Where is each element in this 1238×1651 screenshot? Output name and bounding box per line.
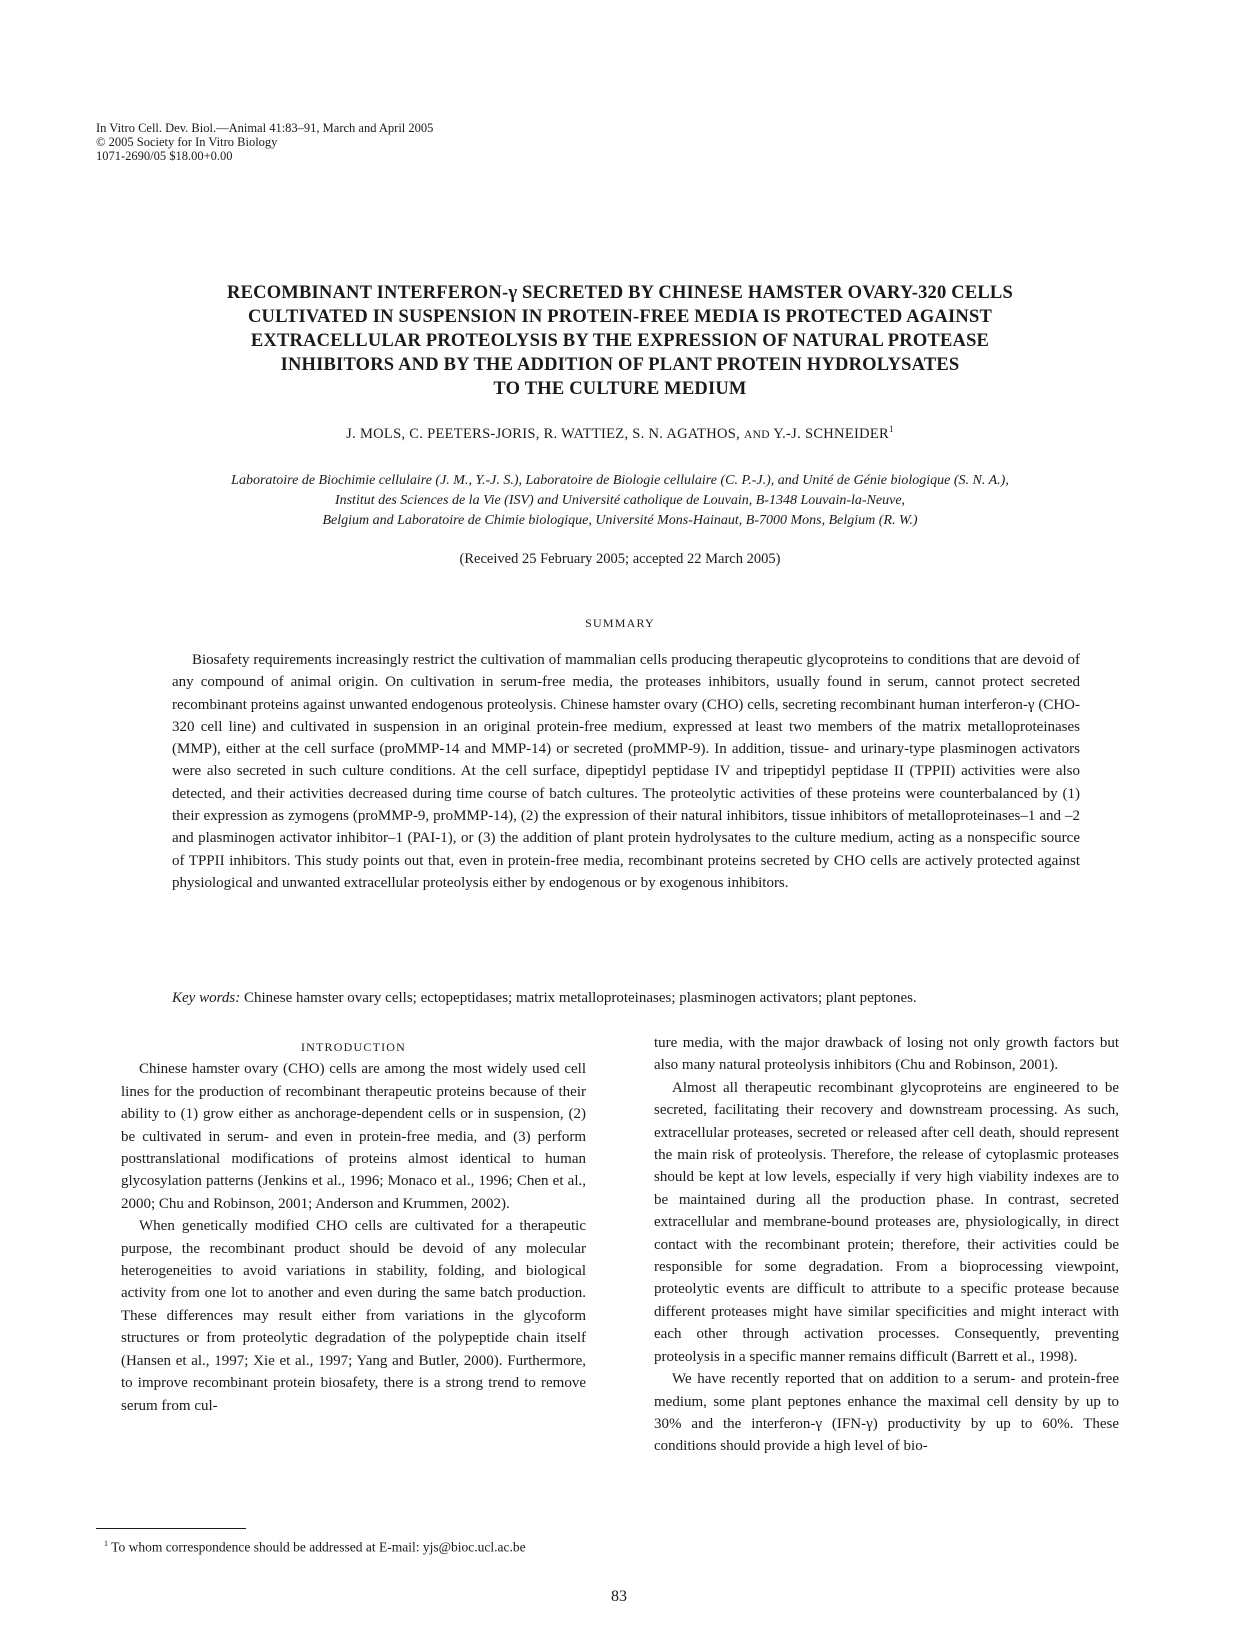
- title-line: RECOMBINANT INTERFERON-γ SECRETED BY CHINESE HAMSTER OVARY-320 CELLS: [227, 283, 1013, 303]
- keywords: [172, 987, 1080, 1009]
- keywords-label: Key words:: [172, 990, 241, 1006]
- author-and: AND: [743, 428, 770, 441]
- paragraph: ture media, with the major drawback of losing not only growth factors but also many natural proteolysis inhibitors (Chu and Robinson, 2001).: [654, 1035, 1119, 1074]
- author-names: J. MOLS, C. PEETERS-JORIS, R. WATTIEZ, S. N. AGATHOS,: [346, 425, 741, 442]
- paragraph: We have recently reported that on addition to a serum- and protein-free medium, some plant peptones enhance the maximal cell density by up to 30% and the interferon-γ (IFN-γ) productivity by up to 60%. These conditions should provide a high level of bio-: [654, 1371, 1119, 1455]
- summary-heading: SUMMARY: [585, 616, 655, 630]
- affiliation-line: Laboratoire de Biochimie cellulaire (J. M., Y.-J. S.), Laboratoire de Biologie cellulaire (C. P.-J.), and Unité de Génie biologique (S. N. A.),: [231, 473, 1009, 488]
- issn-line: 1071-2690/05 $18.00+0.00: [96, 149, 233, 163]
- article-title: [120, 281, 1120, 401]
- paragraph: Almost all therapeutic recombinant glycoproteins are engineered to be secreted, facilitating their recovery and downstream processing. As such, extracellular proteases, secreted or released after cell death, should represent the main risk of proteolysis. Therefore, the release of cytoplasmic proteases should be kept at low levels, especially if very high viability indexes are to be maintained during all the production phase. In contrast, secreted extracellular and membrane-bound proteases are, physiologically, in direct contact with the recombinant protein; therefore, their activities could be responsible for some degradation. From a bioprocessing viewpoint, proteolytic events are difficult to attribute to a specific protease because different proteases might have similar specificities and might interact with each other through activation processes. Consequently, preventing proteolysis in a specific manner remains difficult (Barrett et al., 1998).: [654, 1079, 1119, 1365]
- footnote-marker: 1: [889, 424, 894, 434]
- received-dates: (Received 25 February 2005; accepted 22 March 2005): [459, 551, 781, 567]
- copyright-line: © 2005 Society for In Vitro Biology: [96, 135, 278, 149]
- title-line: TO THE CULTURE MEDIUM: [493, 379, 747, 399]
- left-column: [121, 1036, 586, 1417]
- footnote-divider: [96, 1528, 246, 1529]
- footnote: [96, 1534, 586, 1557]
- affiliation-line: Belgium and Laboratoire de Chimie biologique, Université Mons-Hainaut, B-7000 Mons, Belgium (R. W.): [322, 513, 918, 528]
- keywords-text: Chinese hamster ovary cells; ectopeptidases; matrix metalloproteinases; plasminogen activators; plant peptones.: [243, 990, 917, 1006]
- paragraph: Chinese hamster ovary (CHO) cells are among the most widely used cell lines for the production of recombinant therapeutic proteins because of their ability to (1) grow either as anchorage-dependent cells or in suspension, (2) be cultivated in serum- and even in protein-free media, and (3) perform posttranslational modifications of proteins almost identical to human glycosylation patterns (Jenkins et al., 1996; Monaco et al., 1996; Chen et al., 2000; Chu and Robinson, 2001; Anderson and Krummen, 2002).: [121, 1061, 586, 1212]
- footnote-text: To whom correspondence should be addressed at E-mail: yjs@bioc.ucl.ac.be: [111, 1539, 526, 1555]
- title-line: EXTRACELLULAR PROTEOLYSIS BY THE EXPRESSION OF NATURAL PROTEASE: [250, 331, 990, 351]
- title-line: CULTIVATED IN SUSPENSION IN PROTEIN-FREE MEDIA IS PROTECTED AGAINST: [248, 307, 992, 327]
- title-line: INHIBITORS AND BY THE ADDITION OF PLANT PROTEIN HYDROLYSATES: [280, 355, 960, 375]
- introduction-heading: INTRODUCTION: [300, 1040, 407, 1054]
- journal-citation: In Vitro Cell. Dev. Biol.—Animal 41:83–91, March and April 2005: [96, 121, 434, 135]
- author-list: [120, 424, 1120, 443]
- footnote-marker: 1: [104, 1539, 108, 1548]
- page-number: 83: [611, 1588, 627, 1605]
- right-column: [654, 1032, 1119, 1458]
- summary-body: Biosafety requirements increasingly restrict the cultivation of mammalian cells producing therapeutic glycoproteins to conditions that are devoid of any compound of animal origin. On cultivation in serum-free media, the proteases inhibitors, usually found in serum, cannot protect secreted recombinant proteins against unwanted endogenous proteolysis. Chinese hamster ovary (CHO) cells, secreting recombinant human interferon-γ (CHO-320 cell line) and cultivated in suspension in an original protein-free medium, expressed at least two members of the matrix metalloproteinases (MMP), either at the cell surface (proMMP-14 and MMP-14) or secreted (proMMP-9). In addition, tissue- and urinary-type plasminogen activators were also secreted in such culture conditions. At the cell surface, dipeptidyl peptidase IV and tripeptidyl peptidase II (TPPII) activities were also detected, and their activities decreased during time course of batch cultures. The proteolytic activities of these proteins were counterbalanced by (1) their expression as zymogens (proMMP-9, proMMP-14), (2) the expression of their natural inhibitors, tissue inhibitors of metalloproteinases–1 and –2 and plasminogen activator inhibitor–1 (PAI-1), or (3) the addition of plant protein hydrolysates to the culture medium, acting as a nonspecific source of TPPII inhibitors. This study points out that, even in protein-free media, recombinant proteins secreted by CHO cells are actively protected against physiological and unwanted extracellular proteolysis either by endogenous or by exogenous inhibitors.: [172, 652, 1080, 891]
- affiliation-line: Institut des Sciences de la Vie (ISV) and Université catholique de Louvain, B-1348 Louvain-la-Neuve,: [334, 493, 906, 508]
- author-last: Y.-J. SCHNEIDER: [773, 425, 890, 442]
- paragraph: When genetically modified CHO cells are cultivated for a therapeutic purpose, the recombinant product should be devoid of any molecular heterogeneities to avoid variations in stability, folding, and biological activity from one lot to another and even during the same batch production. These differences may result either from variations in the glycoform structures or from proteolytic degradation of the polypeptide chain itself (Hansen et al., 1997; Xie et al., 1997; Yang and Butler, 2000). Furthermore, to improve recombinant protein biosafety, there is a strong trend to remove serum from cul-: [121, 1218, 586, 1414]
- affiliations: [120, 471, 1120, 531]
- journal-header: [96, 121, 596, 163]
